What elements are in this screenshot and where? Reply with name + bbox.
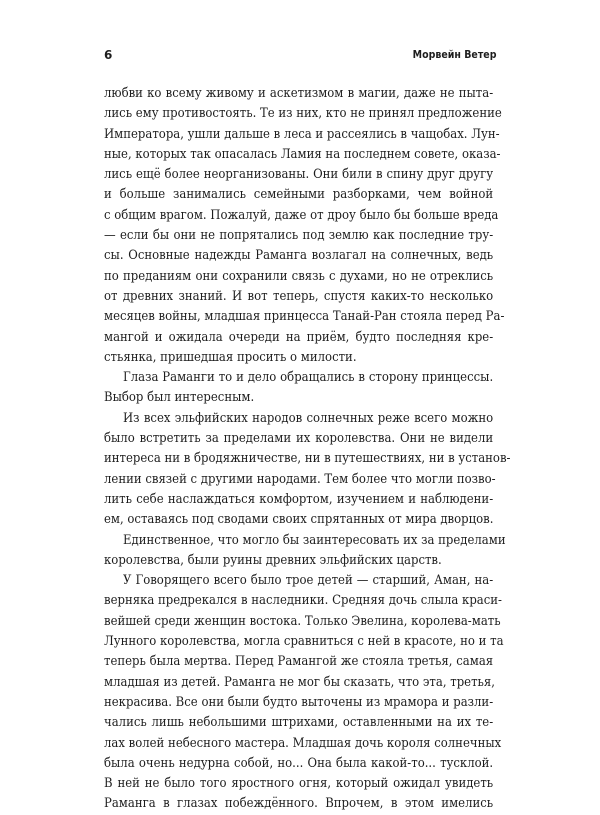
text-line: лись ему противостоять. Те из них, кто не принял предложение (104, 106, 502, 122)
text-line: теперь была мертва. Перед Рамангой же стояла третья, самая (104, 654, 494, 670)
running-title: Морвейн Ветер (412, 48, 496, 61)
text-line: ем, оставаясь под сводами своих спрятанных от мира дворцов. (104, 512, 494, 528)
text-line: вейшей среди женщин востока. Только Эвелина, королева-мать (104, 613, 501, 629)
text-line: чались лишь небольшими штрихами, оставленными на их те- (104, 715, 494, 731)
text-line: с общим врагом. Пожалуй, даже от дроу было бы больше вреда (104, 207, 499, 223)
text-line: В ней не было того яростного огня, который ожидал увидеть (104, 776, 494, 792)
text-line: верняка предрекался в наследники. Средняя дочь слыла краси- (104, 593, 503, 609)
page-number: 6 (104, 48, 113, 62)
body-text (104, 84, 511, 815)
paragraph-5 (104, 571, 504, 815)
text-line: была очень недурна собой, но... Она была какой-то... тусклой. (104, 755, 494, 771)
text-line: некрасива. Все они были будто выточены из мрамора и разли- (104, 694, 494, 710)
text-line: по преданиям они сохранили связь с духами, но не отреклись (104, 268, 494, 284)
text-line: и больше занимались семейными разборками, чем войной (104, 187, 494, 203)
paragraph-2 (104, 368, 493, 409)
paragraph-4 (104, 531, 506, 572)
paragraph-3 (104, 409, 511, 531)
text-line: Из всех эльфийских народов солнечных реже всего можно (123, 410, 494, 426)
text-line: младшая из детей. Раманга не мог бы сказать, что эта, третья, (104, 674, 495, 690)
text-line: — если бы они не попрятались под землю как последние тру- (104, 228, 494, 244)
text-line: ные, которых так опасалась Ламия на последнем совете, оказа- (104, 146, 501, 162)
text-line: Единственное, что могло бы заинтересовать их за пределами (123, 532, 506, 548)
text-line: месяцев войны, младшая принцесса Танай-Ран стояла перед Ра- (104, 309, 505, 325)
text-line: Императора, ушли дальше в леса и рассеялись в чащобах. Лун- (104, 126, 500, 142)
text-line: от древних знаний. И вот теперь, спустя каких-то несколько (104, 288, 494, 304)
text-line: У Говорящего всего было трое детей — старший, Аман, на- (123, 573, 494, 589)
text-line: лах волей небесного мастера. Младшая дочь короля солнечных (104, 735, 502, 751)
text-line: Раманга в глазах побеждённого. Впрочем, в этом имелись (104, 796, 494, 812)
text-line: было встретить за пределами их королевства. Они не видели (104, 431, 494, 447)
text-line: Выбор был интересным. (104, 390, 255, 406)
text-line: интереса ни в бродяжничестве, ни в путешествиях, ни в установ- (104, 451, 511, 467)
text-line: мангой и ожидала очереди на приём, будто последняя кре- (104, 329, 494, 345)
text-line: любви ко всему живому и аскетизмом в магии, даже не пыта- (104, 86, 494, 101)
text-line: стьянка, пришедшая просить о милости. (104, 349, 357, 365)
paragraph-1 (104, 84, 505, 368)
text-line: Глаза Раманги то и дело обращались в сторону принцессы. (123, 370, 494, 386)
text-line: Лунного королевства, могла сравниться с ней в красоте, но и та (104, 634, 504, 650)
text-line: лении связей с другими народами. Тем более что могли позво- (104, 471, 496, 487)
text-line: лить себе наслаждаться комфортом, изучением и наблюдени- (104, 491, 494, 507)
text-line: королевства, были руины древних эльфийских царств. (104, 552, 442, 568)
page-header (104, 48, 496, 68)
text-line: лись ещё более неорганизованы. Они били в спину друг другу (104, 167, 494, 183)
text-line: сы. Основные надежды Раманга возлагал на солнечных, ведь (104, 248, 494, 264)
